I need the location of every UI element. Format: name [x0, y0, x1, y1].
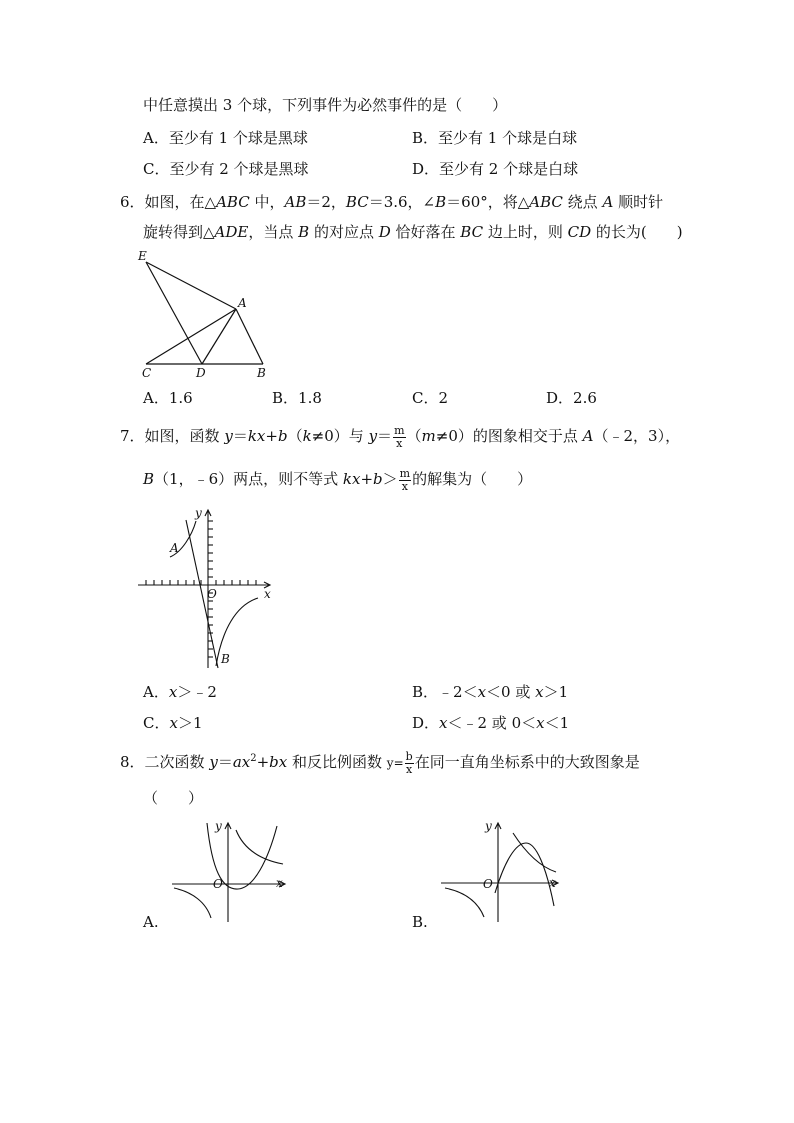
q6-option-b: B．1.8 [272, 389, 322, 407]
q7-option-d: D．x＜﹣2 或 0＜x＜1 [412, 714, 570, 732]
q7-option-a: A．x＞﹣2 [143, 683, 217, 701]
q8b-label-x: x [549, 876, 556, 890]
q5-stem-tail: 中任意摸出 3 个球，下列事件为必然事件的是（ ） [143, 96, 508, 114]
q7-option-c: C．x＞1 [143, 714, 203, 732]
q8b-label-y: y [485, 819, 492, 833]
q7-label-o: O [207, 587, 217, 601]
q8b-parabola [495, 843, 554, 906]
q8a-label-x: x [276, 876, 283, 890]
q8-option-a: A. [143, 913, 159, 931]
q6-line-2: 旋转得到△ADE，当点 B 的对应点 D 恰好落在 BC 边上时，则 CD 的长为( ) [143, 223, 683, 241]
q8b-hyperbola-branch-upper [513, 833, 556, 872]
q6-option-d: D．2.6 [546, 389, 597, 407]
q7-fraction-m-over-x-2: $\frac{m}{x}$ [399, 466, 411, 493]
q6-line-1: 6．如图，在△ABC 中，AB＝2，BC＝3.6，∠B＝60°，将△ABC 绕点 A 顺时针 [120, 193, 664, 211]
q8a-label-o: O [213, 877, 223, 891]
q6-label-a: A [238, 296, 247, 310]
q8-line-1: 8．二次函数 $y=ax^2+bx$ 和反比例函数 y= $\frac{b}{x}$ 在同一直角坐标系中的大致图象是 [120, 749, 640, 776]
q5-option-c: C．至少有 2 个球是黑球 [143, 160, 309, 178]
q6-label-c: C [142, 366, 152, 380]
q6-label-b: B [257, 366, 266, 380]
q8-option-b: B. [412, 913, 428, 931]
q5-option-a: A．至少有 1 个球是黑球 [143, 129, 308, 147]
q8a-label-y: y [215, 819, 222, 833]
q5-option-b: B．至少有 1 个球是白球 [412, 129, 578, 147]
q8b-hyperbola-branch-lower [445, 888, 484, 917]
q6-option-a: A．1.6 [143, 389, 193, 407]
q7-fraction-m-over-x: $\frac{m}{x}$ [394, 423, 405, 450]
q7-label-a: A [170, 541, 179, 555]
q6-label-d: D [196, 366, 206, 380]
q7-label-y: y [195, 506, 202, 520]
q6-option-c: C．2 [412, 389, 449, 407]
q7-label-x: x [264, 587, 271, 601]
q8-line-2: （ ） [143, 789, 204, 807]
q8b-label-o: O [483, 877, 493, 891]
q7-option-b: B．﹣2＜x＜0 或 x＞1 [412, 683, 569, 701]
q6-label-e: E [138, 249, 147, 263]
q5-option-d: D．至少有 2 个球是白球 [412, 160, 579, 178]
q7-line-2: B（1，﹣6）两点，则不等式 kx+b＞ $\frac{m}{x}$ 的解集为（ ） [143, 466, 533, 493]
q7-label-b: B [221, 652, 230, 666]
q7-line-1: 7．如图，函数 y＝kx+b（k≠0）与 y＝ $\frac{m}{x}$ （m≠0）的图象相交于点 A（﹣2，3）， [120, 423, 681, 450]
q8-fraction-b-over-x: $\frac{b}{x}$ [405, 749, 413, 776]
